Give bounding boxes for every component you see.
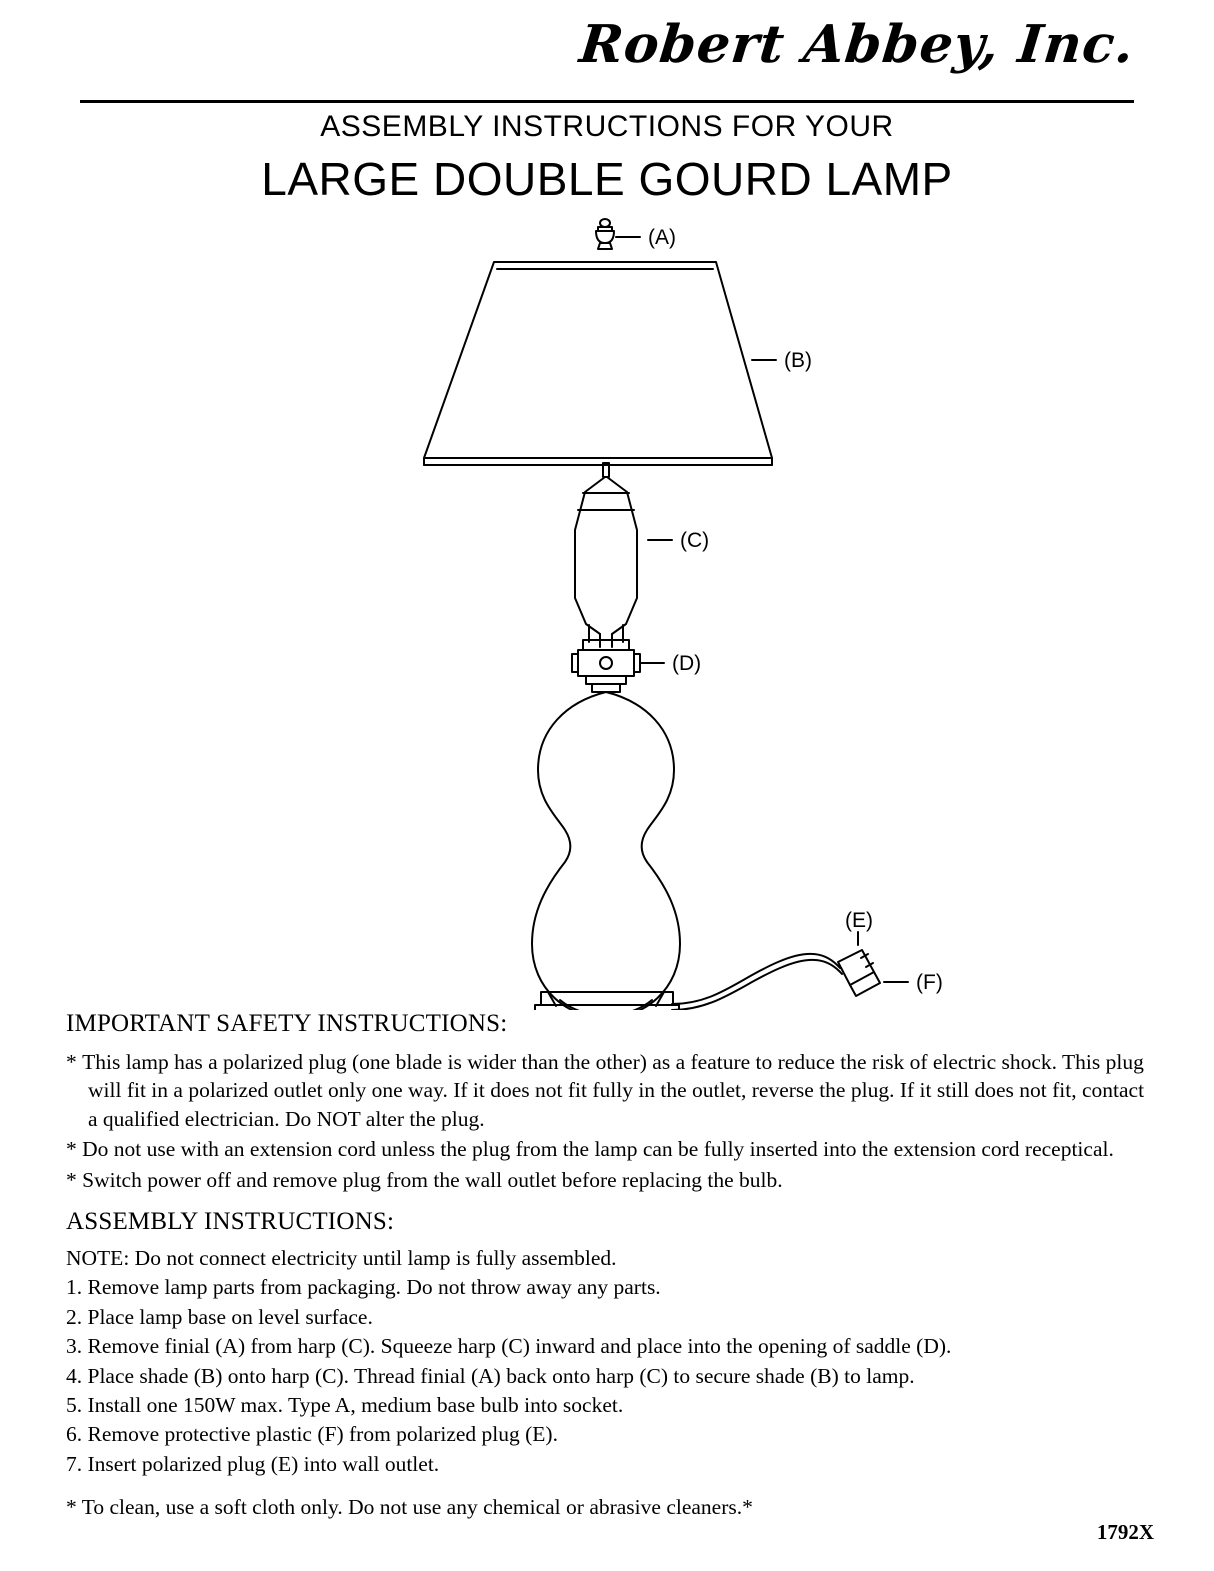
safety-instructions-list bbox=[66, 1048, 1156, 1194]
harp-part bbox=[575, 463, 637, 647]
safety-bullet: * bbox=[66, 1137, 83, 1162]
assembly-step: 7. Insert polarized plug (E) into wall outlet. bbox=[66, 1451, 440, 1476]
page-title: LARGE DOUBLE GOURD LAMP bbox=[261, 153, 953, 205]
safety-bullet: * bbox=[66, 1167, 83, 1192]
callout-label-e: (E) bbox=[845, 909, 873, 932]
safety-list-item bbox=[66, 1048, 1156, 1133]
power-cord-part bbox=[672, 954, 842, 1010]
cleaning-note: * To clean, use a soft cloth only. Do not use any chemical or abrasive cleaners.* bbox=[66, 1495, 753, 1519]
assembly-step: 1. Remove lamp parts from packaging. Do not throw away any parts. bbox=[66, 1275, 661, 1300]
lamp-assembly-diagram bbox=[0, 210, 1214, 1010]
assembly-step: 2. Place lamp base on level surface. bbox=[66, 1304, 373, 1329]
safety-bullet: * bbox=[66, 1050, 83, 1074]
safety-list-item bbox=[66, 1135, 1156, 1163]
assembly-step: 6. Remove protective plastic (F) from polarized plug (E). bbox=[66, 1422, 558, 1447]
lamp-body-part bbox=[532, 692, 680, 1010]
callout-label-a: (A) bbox=[648, 226, 676, 249]
assembly-note: NOTE: Do not connect electricity until lamp is fully assembled. bbox=[66, 1246, 617, 1270]
assembly-step: 5. Install one 150W max. Type A, medium base bulb into socket. bbox=[66, 1392, 624, 1417]
finial-part bbox=[596, 219, 614, 249]
safety-item-text: Do not use with an extension cord unless the plug from the lamp can be fully inserted into the extension cord receptical. bbox=[82, 1137, 1114, 1162]
assembly-step: 4. Place shade (B) onto harp (C). Thread finial (A) back onto harp (C) to secure shade (B) to lamp. bbox=[66, 1363, 915, 1388]
shade-part bbox=[424, 262, 772, 465]
callout-label-d: (D) bbox=[672, 652, 702, 675]
safety-item-text: Switch power off and remove plug from the wall outlet before replacing the bulb. bbox=[82, 1167, 783, 1192]
callout-label-b: (B) bbox=[784, 349, 812, 372]
safety-item-text: This lamp has a polarized plug (one blade is wider than the other) as a feature to reduce the risk of electric shock. This plug will fit in a polarized outlet only one way. If it does not fit fully in the outlet, reverse the plug. If it still does not fit, contact a qualified electrician. Do NOT alter the plug. bbox=[82, 1050, 1145, 1131]
callout-label-f: (F) bbox=[916, 971, 943, 994]
assembly-section bbox=[66, 1208, 1156, 1479]
safety-list-item bbox=[66, 1166, 1156, 1194]
safety-section bbox=[66, 1010, 1156, 1196]
assembly-step: 3. Remove finial (A) from harp (C). Squeeze harp (C) inward and place into the opening of saddle (D). bbox=[66, 1334, 952, 1359]
header-divider-rule bbox=[80, 100, 1134, 103]
document-subtitle: ASSEMBLY INSTRUCTIONS FOR YOUR bbox=[320, 110, 894, 143]
assembly-heading: ASSEMBLY INSTRUCTIONS: bbox=[66, 1208, 395, 1235]
saddle-part bbox=[572, 640, 640, 692]
company-logo-wordmark: Robert Abbey, Inc. bbox=[576, 14, 1138, 75]
document-number: 1792X bbox=[1096, 1520, 1154, 1544]
callout-label-c: (C) bbox=[680, 529, 710, 552]
polarized-plug-part bbox=[838, 950, 880, 996]
assembly-steps-list bbox=[66, 1244, 1156, 1478]
safety-heading: IMPORTANT SAFETY INSTRUCTIONS: bbox=[66, 1010, 508, 1037]
